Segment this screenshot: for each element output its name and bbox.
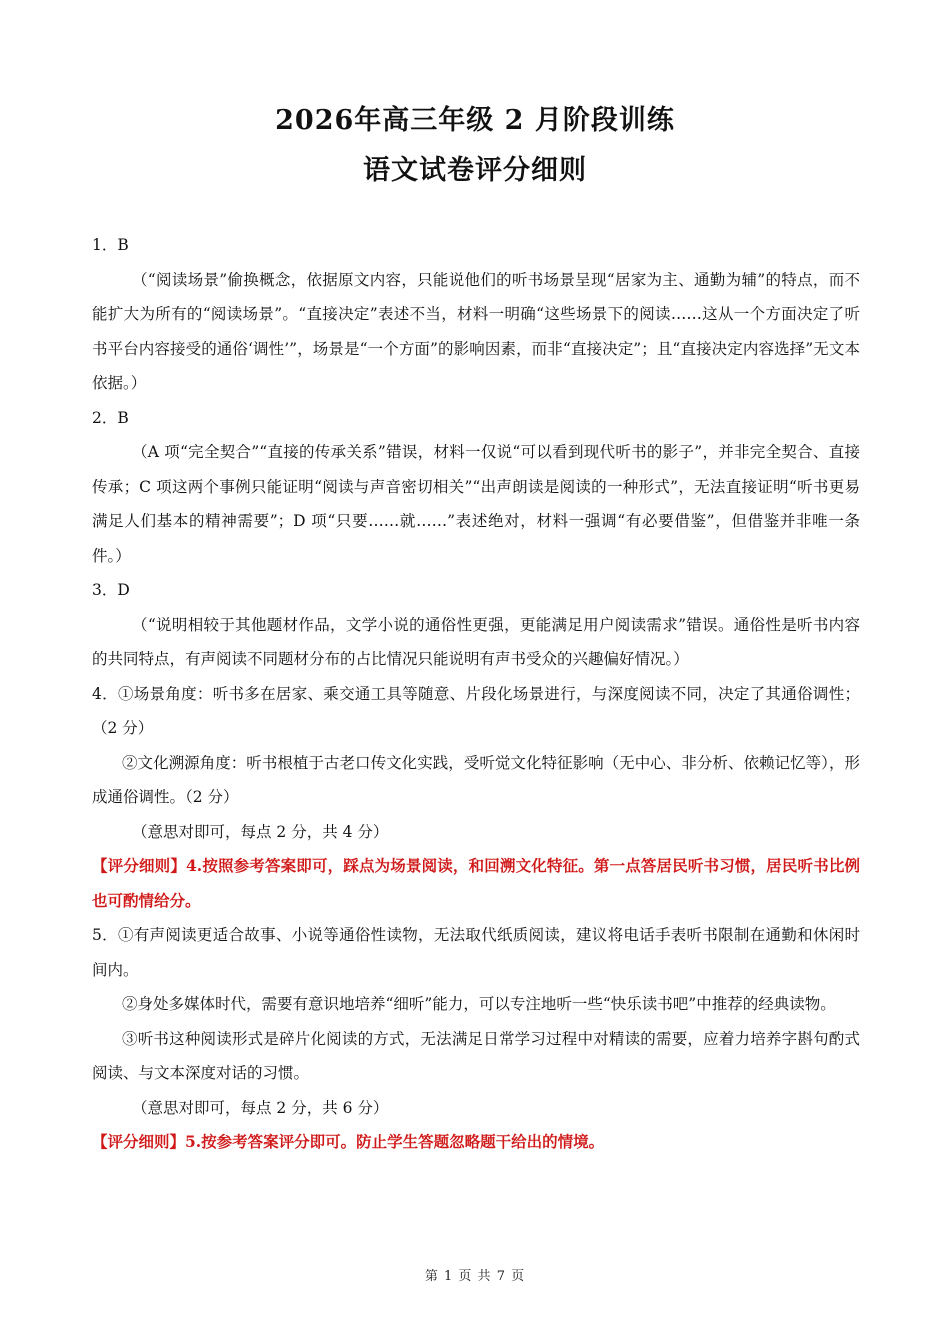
question-3-answer: 3．D <box>92 581 130 599</box>
page-number-footer: 第 1 页 共 7 页 <box>424 1269 526 1284</box>
question-4-score-note: （意思对即可，每点 2 分，共 4 分） <box>132 822 389 841</box>
question-5-rubric: 【评分细则】5.按参考答案评分即可。防止学生答题忽略题干给出的情境。 <box>92 1132 605 1151</box>
question-1-explanation: （“阅读场景”偷换概念，依据原文内容，只能说他们的听书场景呈现“居家为主、通勤为辅”的特点，而不能扩大为所有的“阅读场景”。“直接决定”表述不当，材料一明确“这些场景下的阅读……这从一个方面决定了听书平台内容接受的通俗‘调性’”，场景是“一个方面”的影响因素，而非“直接决定”；且“直接决定内容选择”无文本依据。） <box>92 270 860 392</box>
question-2-explanation: （A 项“完全契合”“直接的传承关系”错误，材料一仅说“可以看到现代听书的影子”，并非完全契合、直接传承；C 项这两个事例只能证明“阅读与声音密切相关”“出声朗读是阅读的一种形式”，无法直接证明“听书更易满足人们基本的精神需要”；D 项“只要……就……”表述绝对，材料一强调“有必要借鉴”，但借鉴并非唯一条件。） <box>92 443 860 565</box>
question-4-point-1: 4．①场景角度：听书多在居家、乘交通工具等随意、片段化场景进行，与深度阅读不同，决定了其通俗调性；（2 分） <box>92 684 860 737</box>
document-subtitle: 语文试卷评分细则 <box>363 155 587 186</box>
question-1-answer: 1．B <box>92 236 129 254</box>
document-title: 2026年高三年级 2 月阶段训练 <box>275 105 675 136</box>
question-4-rubric: 【评分细则】4.按照参考答案即可，踩点为场景阅读，和回溯文化特征。第一点答居民听书习惯，居民听书比例也可酌情给分。 <box>92 856 860 910</box>
question-5-point-1: 5．①有声阅读更适合故事、小说等通俗性读物，无法取代纸质阅读，建议将电话手表听书限制在通勤和休闲时间内。 <box>92 926 860 979</box>
question-3-explanation: （“说明相较于其他题材作品，文学小说的通俗性更强，更能满足用户阅读需求”错误。通俗性是听书内容的共同特点，有声阅读不同题材分布的占比情况只能说明有声书受众的兴趣偏好情况。） <box>92 615 860 668</box>
answer-content <box>92 228 860 1160</box>
question-5-point-3: ③听书这种阅读形式是碎片化阅读的方式，无法满足日常学习过程中对精读的需要，应着力培养字斟句酌式阅读、与文本深度对话的习惯。 <box>92 1029 860 1082</box>
question-5-score-note: （意思对即可，每点 2 分，共 6 分） <box>132 1098 389 1117</box>
question-5-point-2: ②身处多媒体时代，需要有意识地培养“细听”能力，可以专注地听一些“快乐读书吧”中推荐的经典读物。 <box>122 995 836 1013</box>
question-4-point-2: ②文化溯源角度：听书根植于古老口传文化实践，受听觉文化特征影响（无中心、非分析、依赖记忆等），形成通俗调性。（2 分） <box>92 753 860 806</box>
question-2-answer: 2．B <box>92 408 129 427</box>
